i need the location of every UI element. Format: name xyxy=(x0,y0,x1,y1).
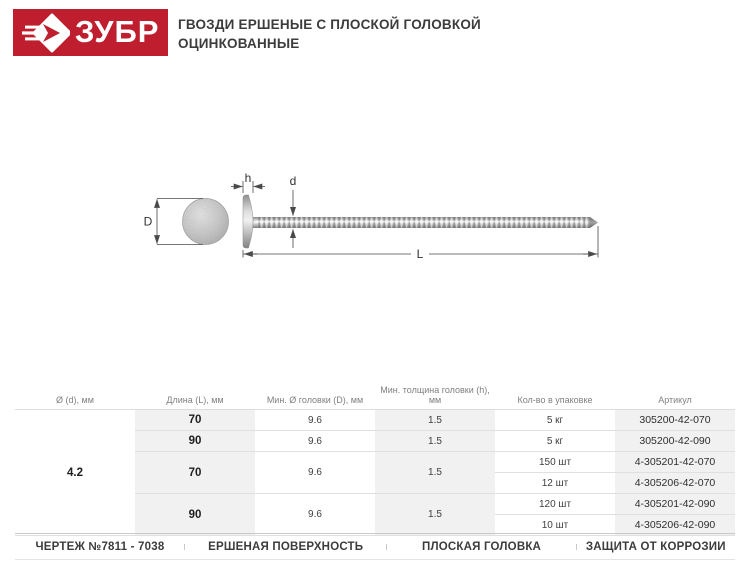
footer-drawing-number: ЧЕРТЕЖ №7811 - 7038 xyxy=(15,541,185,553)
cell-pack-qty: 120 шт xyxy=(495,494,615,515)
cell-sku: 305200-42-070 xyxy=(615,410,735,431)
cell-head-diameter: 9.6 xyxy=(255,431,375,452)
feature-footer xyxy=(15,533,735,560)
footer-feature-surface: ЕРШЕНАЯ ПОВЕРХНОСТЬ xyxy=(185,541,387,553)
title-line-2: ОЦИНКОВАННЫЕ xyxy=(178,36,300,51)
cell-sku: 4-305201-42-090 xyxy=(615,494,735,515)
dimension-L xyxy=(243,226,598,261)
page-title xyxy=(178,15,608,53)
dim-label-h: h xyxy=(244,171,252,185)
col-header-diameter: Ø (d), мм xyxy=(15,385,135,410)
nail-side-view xyxy=(243,195,598,248)
cell-pack-qty: 10 шт xyxy=(495,515,615,536)
cell-head-thickness: 1.5 xyxy=(375,431,495,452)
col-header-head-diameter: Мин. Ø головки (D), мм xyxy=(255,385,375,410)
table-row xyxy=(15,410,735,431)
nail-technical-drawing xyxy=(140,170,610,270)
header-row xyxy=(15,385,735,410)
cell-diameter: 4.2 xyxy=(15,410,135,536)
cell-sku: 4-305206-42-070 xyxy=(615,473,735,494)
cell-head-diameter: 9.6 xyxy=(255,410,375,431)
dimension-h xyxy=(231,171,265,193)
cell-head-diameter: 9.6 xyxy=(255,494,375,536)
col-header-pack-qty: Кол-во в упаковке xyxy=(495,385,615,410)
brand-logo xyxy=(13,9,168,56)
cell-pack-qty: 5 кг xyxy=(495,431,615,452)
title-line-1: ГВОЗДИ ЕРШЕНЫЕ С ПЛОСКОЙ ГОЛОВКОЙ xyxy=(178,17,481,32)
col-header-head-thickness: Мин. толщина головки (h), мм xyxy=(375,385,495,410)
dim-label-D: D xyxy=(143,214,153,229)
cell-head-thickness: 1.5 xyxy=(375,410,495,431)
col-header-length: Длина (L), мм xyxy=(135,385,255,410)
cell-sku: 305200-42-090 xyxy=(615,431,735,452)
cell-head-thickness: 1.5 xyxy=(375,452,495,494)
brand-name: ЗУБР xyxy=(75,13,160,49)
spec-table-body xyxy=(15,410,735,536)
spec-table-head xyxy=(15,385,735,410)
dimension-d xyxy=(290,174,297,248)
cell-length: 90 xyxy=(135,494,255,536)
nail-head-top-view xyxy=(183,199,229,245)
footer-feature-corrosion: ЗАЩИТА ОТ КОРРОЗИИ xyxy=(585,540,726,553)
cell-pack-qty: 12 шт xyxy=(495,473,615,494)
cell-length: 90 xyxy=(135,431,255,452)
cell-length: 70 xyxy=(135,452,255,494)
col-header-sku: Артикул xyxy=(615,385,735,410)
cell-head-diameter: 9.6 xyxy=(255,452,375,494)
nail-tip xyxy=(590,217,598,228)
cell-length: 70 xyxy=(135,410,255,431)
dim-label-d: d xyxy=(289,174,297,188)
cell-sku: 4-305206-42-090 xyxy=(615,515,735,536)
cell-head-thickness: 1.5 xyxy=(375,494,495,536)
cell-pack-qty: 5 кг xyxy=(495,410,615,431)
footer-feature-head: ПЛОСКАЯ ГОЛОВКА xyxy=(387,541,577,553)
spec-table xyxy=(15,385,735,536)
cell-sku: 4-305201-42-070 xyxy=(615,452,735,473)
dim-label-L: L xyxy=(416,247,424,261)
cell-pack-qty: 150 шт xyxy=(495,452,615,473)
zubr-bison-arrow-icon xyxy=(22,13,70,53)
nail-head-side-view xyxy=(243,195,253,248)
